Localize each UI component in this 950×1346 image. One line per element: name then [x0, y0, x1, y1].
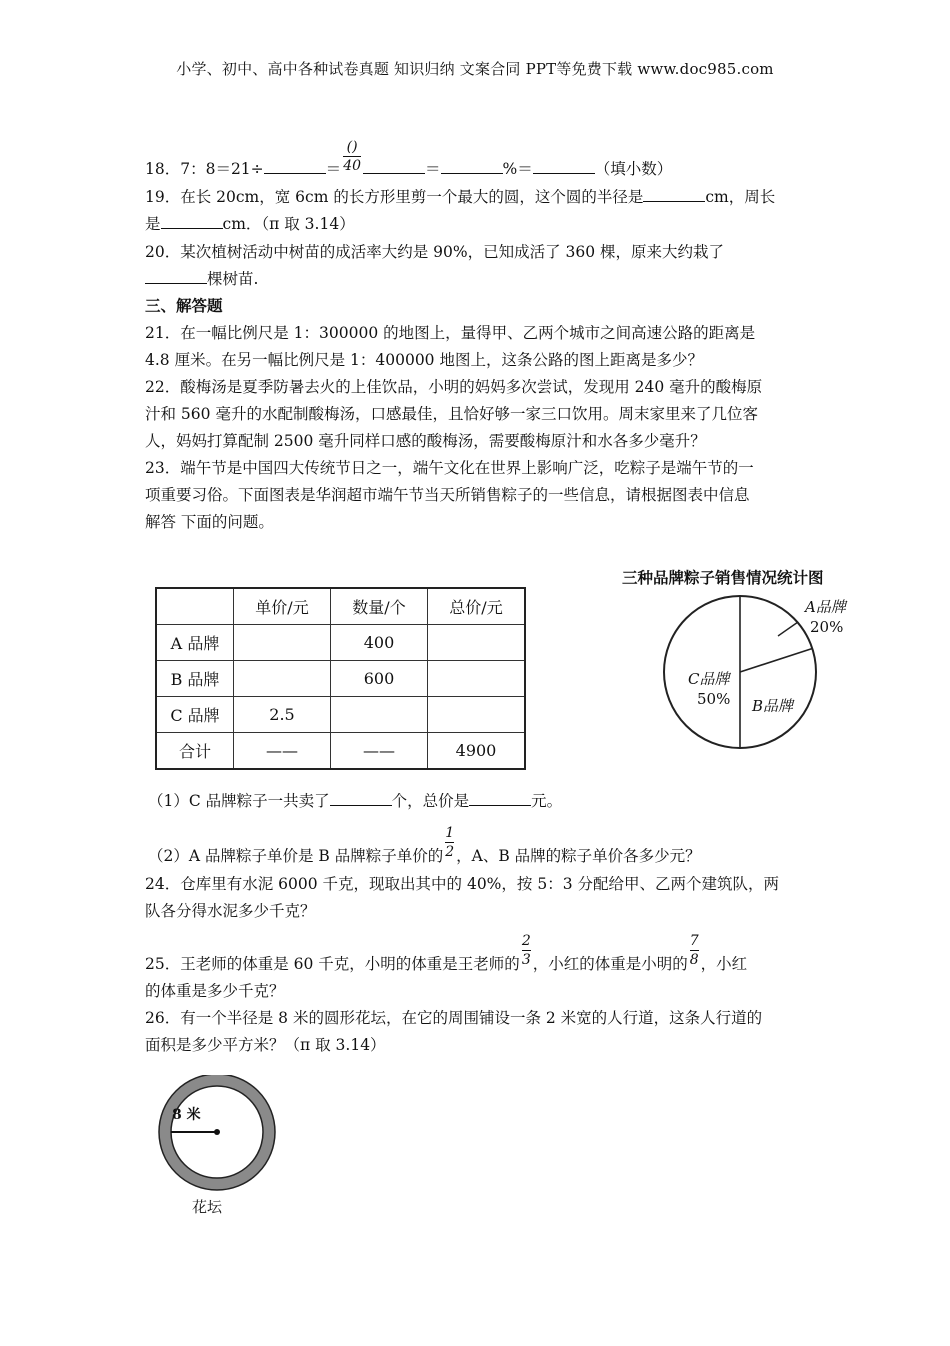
q18-eq2: ＝	[425, 160, 441, 178]
question-22-line-1: 22．酸梅汤是夏季防暑去火的上佳饮品，小明的妈妈多次尝试，发现用 240 毫升的酸梅原	[145, 378, 763, 396]
table-cell: 4900	[428, 733, 526, 770]
table-cell: B 品牌	[156, 661, 234, 697]
table-row	[156, 625, 525, 661]
q18-pct: %＝	[502, 160, 533, 178]
question-22-line-2: 汁和 560 毫升的水配制酸梅汤，口感最佳，且恰好够一家三口饮用。周末家里来了几位客	[145, 405, 758, 423]
q19-text-d: cm．（π 取 3.14）	[222, 215, 355, 233]
q18-suffix: （填小数）	[594, 160, 673, 178]
table-cell: A 品牌	[156, 625, 234, 661]
q18-blank-3[interactable]	[441, 157, 503, 174]
q20-text: 棵树苗.	[207, 270, 259, 288]
question-25-line-1	[145, 932, 748, 974]
q25-fraction-2	[690, 933, 699, 968]
table-header-cell: 数量/个	[331, 588, 428, 625]
q18-fraction	[343, 139, 361, 174]
question-21-line-1: 21．在一幅比例尺是 1：300000 的地图上，量得甲、乙两个城市之间高速公路的距离是	[145, 324, 756, 342]
table-cell	[428, 625, 526, 661]
table-cell	[331, 697, 428, 733]
table-cell: 400	[331, 625, 428, 661]
q18-prefix: 18．7：8＝21÷	[145, 160, 264, 178]
table-header-cell	[156, 588, 234, 625]
slice-value-c: 50%	[697, 690, 731, 708]
q25-text-b: ，小红的体重是小明的	[532, 955, 688, 973]
table-cell: ——	[331, 733, 428, 770]
table-cell	[234, 661, 331, 697]
q19-blank-2[interactable]	[161, 212, 223, 229]
page-header: 小学、初中、高中各种试卷真题 知识归纳 文案合同 PPT等免费下载 www.doc985.com	[176, 60, 774, 78]
slice-label-a: A品牌	[805, 598, 846, 616]
q23-1-text-a: （1）C 品牌粽子一共卖了	[148, 792, 330, 810]
question-25-line-2: 的体重是多少千克？	[145, 982, 285, 1000]
pie-chart	[660, 592, 820, 752]
question-23-line-1: 23．端午节是中国四大传统节日之一，端午文化在世界上影响广泛，吃粽子是端午节的一	[145, 459, 754, 477]
table-cell: 600	[331, 661, 428, 697]
question-20-line-1: 20．某次植树活动中树苗的成活率大约是 90%，已知成活了 360 棵，原来大约栽了	[145, 243, 725, 261]
table-header-cell: 单价/元	[234, 588, 331, 625]
chart-title: 三种品牌粽子销售情况统计图	[622, 569, 824, 587]
q18-eq1: ＝	[325, 160, 342, 178]
question-26-line-1: 26．有一个半径是 8 米的圆形花坛，在它的周围铺设一条 2 米宽的人行道，这条人行道的	[145, 1009, 763, 1027]
q25-text-c: ，小红	[700, 955, 748, 973]
q23-2-frac-num: 1	[445, 824, 455, 841]
question-21-line-2: 4.8 厘米。在另一幅比例尺是 1：400000 地图上，这条公路的图上距离是多少？	[145, 351, 703, 369]
slice-label-b: B品牌	[752, 697, 794, 715]
q25-frac2-num: 7	[689, 932, 699, 949]
q23-2-fraction	[445, 825, 454, 860]
table-row	[156, 697, 525, 733]
sales-table	[155, 587, 526, 770]
q23-1-text-c: 元。	[531, 792, 563, 810]
question-23-line-2: 项重要习俗。下面图表是华润超市端午节当天所销售粽子的一些信息，请根据图表中信息	[145, 486, 750, 504]
table-row	[156, 661, 525, 697]
section-title: 三、解答题	[145, 296, 223, 315]
q18-frac-num: ()	[346, 138, 358, 155]
q18-blank-4[interactable]	[533, 157, 595, 174]
question-19-line-2	[145, 212, 355, 234]
sales-table-container	[155, 587, 526, 770]
question-23-1	[148, 789, 562, 811]
question-19-line-1	[145, 185, 775, 207]
table-cell: 合计	[156, 733, 234, 770]
q18-blank-1[interactable]	[264, 157, 326, 174]
q20-blank[interactable]	[145, 267, 207, 284]
q25-fraction-1	[522, 933, 531, 968]
table-row	[156, 733, 525, 770]
question-18	[145, 138, 673, 179]
question-24-line-1: 24．仓库里有水泥 6000 千克，现取出其中的 40%，按 5：3 分配给甲、乙两个建筑队，两	[145, 875, 779, 893]
q23-2-text-a: （2）A 品牌粽子单价是 B 品牌粽子单价的	[148, 847, 444, 865]
q25-text-a: 25．王老师的体重是 60 千克，小明的体重是王老师的	[145, 955, 520, 973]
question-23-2	[148, 824, 701, 866]
table-cell: 2.5	[234, 697, 331, 733]
q19-text-a: 19．在长 20cm，宽 6cm 的长方形里剪一个最大的圆，这个圆的半径是	[145, 188, 644, 206]
question-23-line-3: 解答 下面的问题。	[145, 513, 274, 531]
q23-2-text-b: ，A、B 品牌的粽子单价各多少元？	[456, 847, 701, 865]
table-cell	[234, 625, 331, 661]
q25-frac2-den: 8	[689, 951, 699, 968]
table-cell	[428, 697, 526, 733]
q23-2-frac-den: 2	[445, 843, 455, 860]
table-cell	[428, 661, 526, 697]
q23-1-blank-2[interactable]	[469, 789, 531, 806]
q23-1-blank-1[interactable]	[330, 789, 392, 806]
q18-blank-2[interactable]	[363, 157, 425, 174]
table-cell: C 品牌	[156, 697, 234, 733]
table-cell: ——	[234, 733, 331, 770]
figure-caption: 花坛	[192, 1198, 223, 1216]
q25-frac1-num: 2	[521, 932, 531, 949]
question-20-line-2	[145, 267, 258, 289]
radius-label: 8 米	[172, 1107, 201, 1123]
q25-frac1-den: 3	[521, 951, 531, 968]
question-26-line-2: 面积是多少平方米？（π 取 3.14）	[145, 1036, 386, 1054]
slice-value-a: 20%	[810, 618, 844, 636]
center-dot	[214, 1129, 220, 1135]
q23-1-text-b: 个，总价是	[391, 792, 470, 810]
q19-text-b: cm，周长	[705, 188, 776, 206]
table-header-cell: 总价/元	[428, 588, 526, 625]
q19-text-c: 是	[145, 215, 161, 233]
question-24-line-2: 队各分得水泥多少千克？	[145, 902, 316, 920]
q19-blank-1[interactable]	[643, 185, 705, 202]
table-header-row	[156, 588, 525, 625]
question-22-line-3: 人，妈妈打算配制 2500 毫升同样口感的酸梅汤，需要酸梅原汁和水各多少毫升？	[145, 432, 706, 450]
q18-frac-den: 40	[343, 157, 362, 174]
slice-label-c: C品牌	[688, 670, 730, 688]
